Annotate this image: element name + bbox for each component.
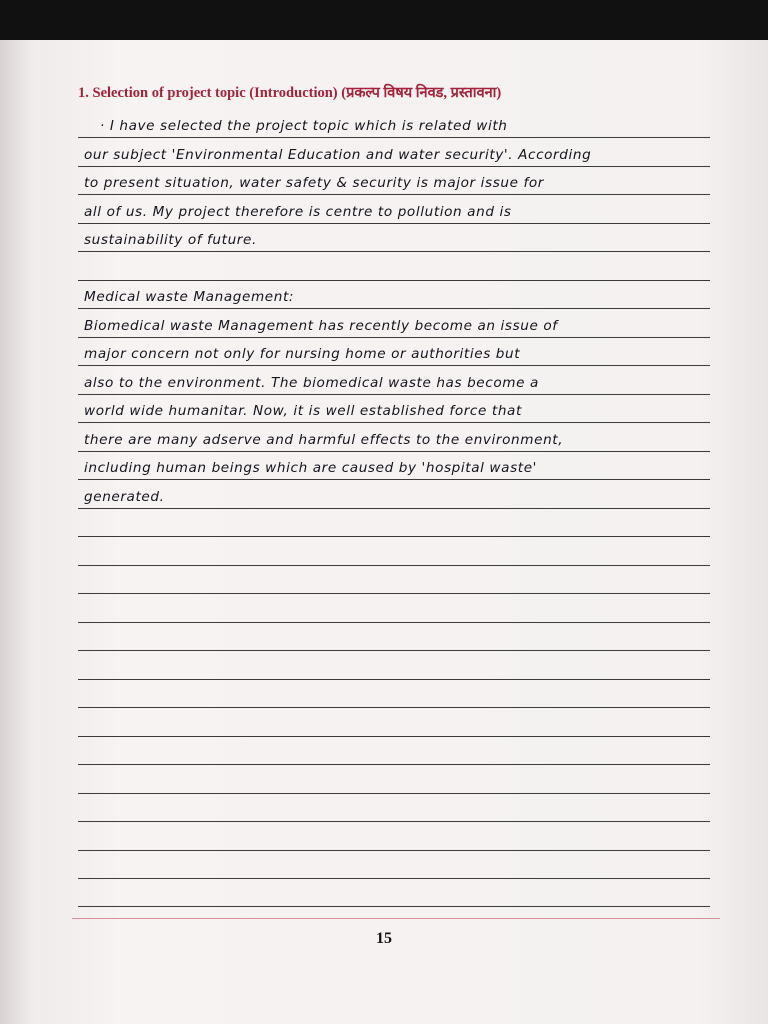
ruled-line	[78, 451, 710, 452]
handwritten-line: generated.	[84, 489, 165, 505]
notebook-page	[0, 40, 768, 1024]
ruled-line	[78, 593, 710, 594]
ruled-line	[78, 166, 710, 167]
ruled-line	[78, 337, 710, 338]
handwritten-line: Biomedical waste Management has recently become an issue of	[84, 318, 558, 334]
ruled-line	[78, 906, 710, 907]
ruled-line	[78, 251, 710, 252]
ruled-line	[78, 194, 710, 195]
ruled-line	[78, 422, 710, 423]
handwritten-line: world wide humanitar. Now, it is well established force that	[84, 403, 522, 419]
handwritten-line: all of us. My project therefore is centre to pollution and is	[84, 204, 512, 220]
section-heading: 1. Selection of project topic (Introduction) (प्रकल्प विषय निवड, प्रस्तावना)	[78, 85, 502, 101]
handwritten-line: to present situation, water safety & security is major issue for	[84, 175, 544, 191]
handwritten-line: our subject 'Environmental Education and water security'. According	[84, 147, 592, 163]
ruled-line	[78, 536, 710, 537]
handwritten-line: sustainability of future.	[84, 232, 257, 248]
ruled-line	[78, 707, 710, 708]
ruled-line	[78, 308, 710, 309]
ruled-line	[78, 365, 710, 366]
ruled-line	[78, 793, 710, 794]
ruled-line	[78, 223, 710, 224]
ruled-line	[78, 280, 710, 281]
ruled-line	[78, 878, 710, 879]
ruled-line	[78, 565, 710, 566]
ruled-line	[78, 508, 710, 509]
ruled-line	[78, 679, 710, 680]
ruled-line	[78, 821, 710, 822]
ruled-line	[78, 764, 710, 765]
handwritten-line: · I have selected the project topic which is related with	[100, 118, 508, 134]
ruled-line	[78, 622, 710, 623]
handwritten-line: including human beings which are caused by 'hospital waste'	[84, 460, 537, 476]
ruled-line	[78, 736, 710, 737]
page-number: 15	[376, 930, 392, 947]
section-title: Medical waste Management:	[84, 289, 295, 305]
handwritten-line: there are many adserve and harmful effects to the environment,	[84, 432, 564, 448]
handwritten-line: major concern not only for nursing home or authorities but	[84, 346, 521, 362]
handwritten-line: also to the environment. The biomedical waste has become a	[84, 375, 539, 391]
ruled-line	[78, 650, 710, 651]
ruled-line	[78, 137, 710, 138]
ruled-line	[78, 394, 710, 395]
ruled-line	[78, 850, 710, 851]
ruled-line	[78, 479, 710, 480]
footer-rule	[72, 918, 720, 919]
